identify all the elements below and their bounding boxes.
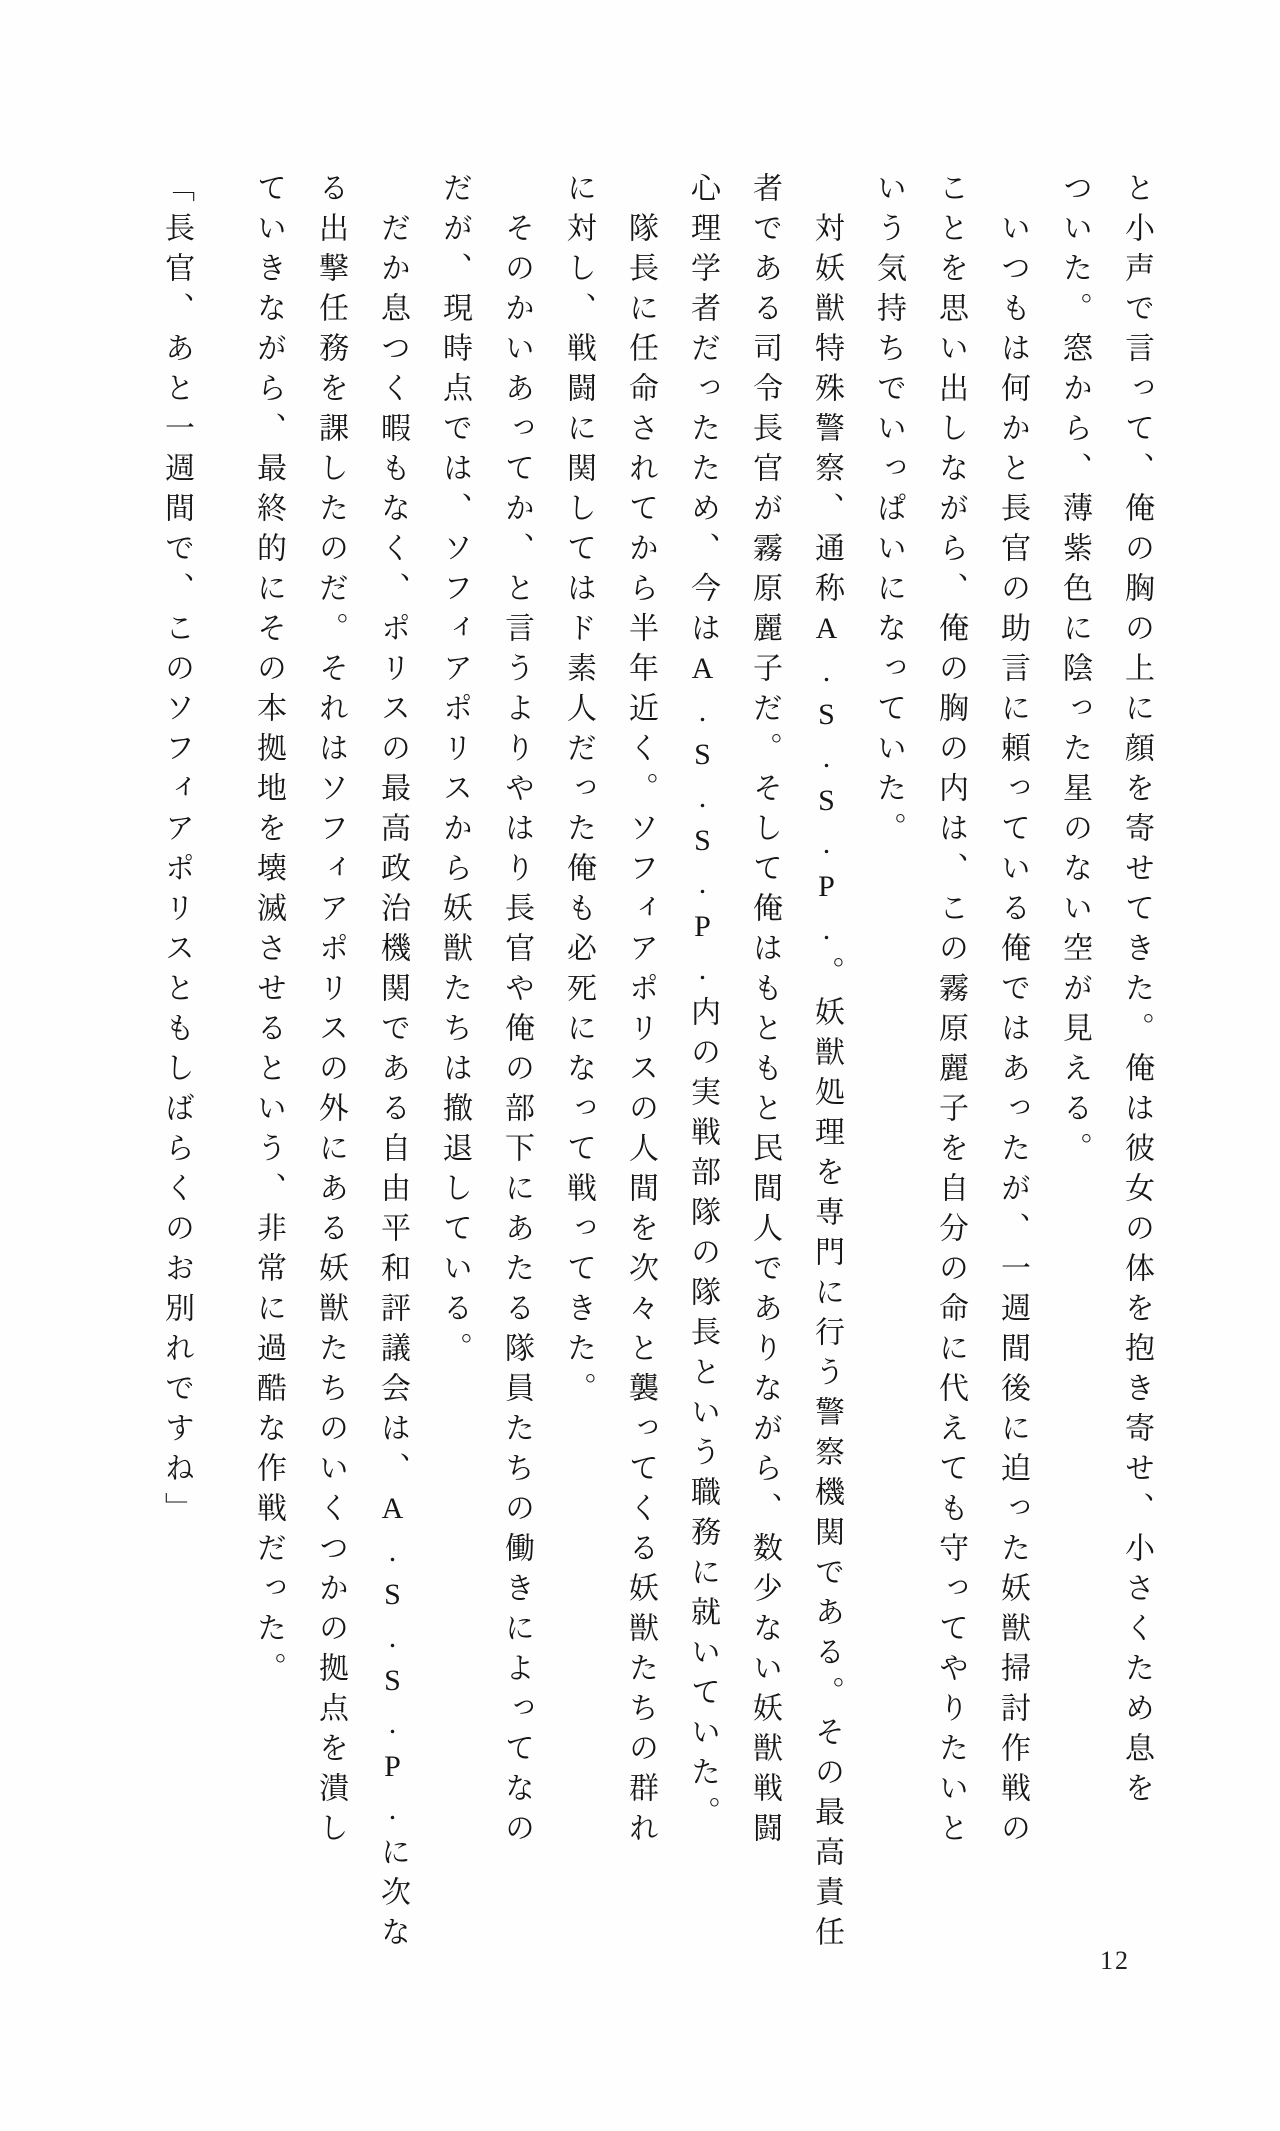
text-column: 者である司令長官が霧原麗子だ。そして俺はもともと民間人でありながら、数少ない妖獣戦闘 bbox=[748, 172, 781, 1852]
text-column: 「長官、あと一週間で、このソフィアポリスともしばらくのお別れですね」 bbox=[160, 172, 193, 1532]
text-column: 心理学者だったため、今はA.S.S.P.内の実戦部隊の隊長という職務に就いていた。 bbox=[686, 172, 719, 1836]
text-column: いつもは何かと長官の助言に頼っている俺ではあったが、一週間後に迫った妖獣掃討作戦の bbox=[996, 172, 1029, 1852]
page-number: 12 bbox=[1100, 1946, 1130, 1975]
text-column: 隊長に任命されてから半年近く。ソフィアポリスの人間を次々と襲ってくる妖獣たちの群れ bbox=[624, 172, 657, 1852]
text-column: ていきながら、最終的にその本拠地を壊滅させるという、非常に過酷な作戦だった。 bbox=[252, 172, 285, 1692]
text-column: いう気持ちでいっぱいになっていた。 bbox=[872, 172, 905, 852]
text-column: そのかいあってか、と言うよりやはり長官や俺の部下にあたる隊員たちの働きによってなの bbox=[500, 172, 533, 1852]
text-column: る出撃任務を課したのだ。それはソフィアポリスの外にある妖獣たちのいくつかの拠点を潰し bbox=[314, 172, 347, 1852]
text-column: と小声で言って、俺の胸の上に顔を寄せてきた。俺は彼女の体を抱き寄せ、小さくため息を bbox=[1120, 172, 1153, 1812]
text-column: ことを思い出しながら、俺の胸の内は、この霧原麗子を自分の命に代えても守ってやりたいと bbox=[934, 172, 967, 1852]
text-column: に対し、戦闘に関してはド素人だった俺も必死になって戦ってきた。 bbox=[562, 172, 595, 1412]
text-column: だが、現時点では、ソフィアポリスから妖獣たちは撤退している。 bbox=[438, 172, 471, 1372]
text-column: ついた。窓から、薄紫色に陰った星のない空が見える。 bbox=[1058, 172, 1091, 1172]
text-column: だか息つく暇もなく、ポリスの最高政治機関である自由平和評議会は、A.S.S.P.に次な bbox=[376, 172, 409, 1956]
text-column: 対妖獣特殊警察、通称A.S.S.P.。妖獣処理を専門に行う警察機関である。その最高責任 bbox=[810, 172, 843, 1956]
